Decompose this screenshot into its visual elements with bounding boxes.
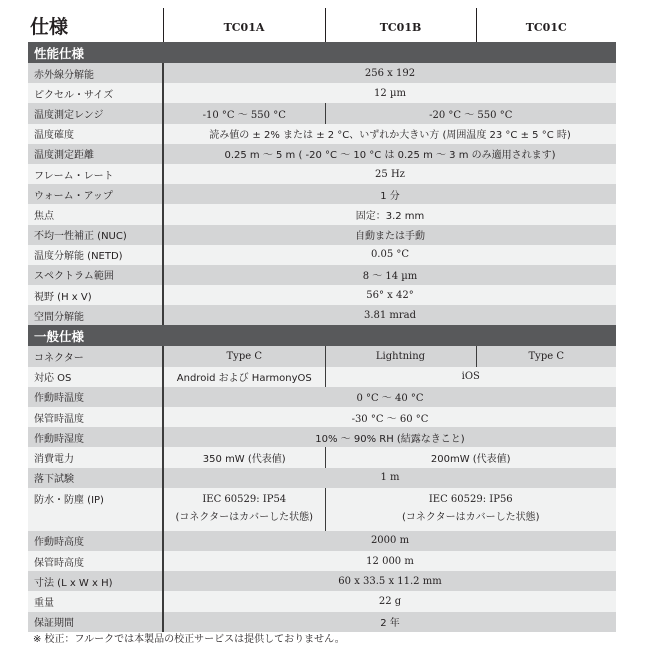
spec-label: 寸法 (L x W x H) xyxy=(28,571,163,591)
spec-row xyxy=(28,103,616,123)
spec-row xyxy=(28,285,616,305)
spec-row xyxy=(28,184,616,204)
spec-value: 2 年 xyxy=(163,612,616,632)
spec-value: 2000 m xyxy=(163,531,616,551)
spec-row xyxy=(28,204,616,224)
spec-row xyxy=(28,612,616,632)
spec-label: 防水・防塵 (IP) xyxy=(28,488,163,531)
spec-row xyxy=(28,407,616,427)
spec-value: 3.81 mrad xyxy=(163,305,616,325)
spec-label: 作動時高度 xyxy=(28,531,163,551)
spec-value: Android および HarmonyOS xyxy=(163,367,325,387)
model-header-tc01b: TC01B xyxy=(325,8,476,42)
section-header xyxy=(28,42,616,63)
spec-label: フレーム・レート xyxy=(28,164,163,184)
spec-value: 60 x 33.5 x 11.2 mm xyxy=(163,571,616,591)
spec-body xyxy=(28,42,616,632)
spec-row xyxy=(28,468,616,488)
spec-row xyxy=(28,245,616,265)
spec-value: 12 µm xyxy=(163,83,616,103)
model-header-tc01c: TC01C xyxy=(476,8,616,42)
spec-row xyxy=(28,551,616,571)
spec-value: 0.25 m ～ 5 m ( -20 °C ～ 10 °C は 0.25 m ～ 3 m のみ適用されます) xyxy=(163,144,616,164)
spec-value: 22 g xyxy=(163,591,616,611)
spec-row xyxy=(28,164,616,184)
spec-row xyxy=(28,367,616,387)
spec-value: 200mW (代表値) xyxy=(325,447,616,467)
page-title: 仕様 xyxy=(28,8,163,42)
spec-label: スペクトラム範囲 xyxy=(28,265,163,285)
spec-label: 保管時高度 xyxy=(28,551,163,571)
spec-label: 赤外線分解能 xyxy=(28,63,163,83)
section-title: 性能仕様 xyxy=(28,42,616,63)
spec-sheet xyxy=(28,8,616,632)
spec-label: 保管時温度 xyxy=(28,407,163,427)
spec-row xyxy=(28,124,616,144)
spec-value: 0.05 °C xyxy=(163,245,616,265)
spec-value: 固定：3.2 mm xyxy=(163,204,616,224)
spec-value: 8 ～ 14 µm xyxy=(163,265,616,285)
spec-value: -20 °C ～ 550 °C xyxy=(325,103,616,123)
spec-value: 1 m xyxy=(163,468,616,488)
spec-label: 温度測定距離 xyxy=(28,144,163,164)
spec-label: 温度分解能 (NETD) xyxy=(28,245,163,265)
spec-value: Lightning xyxy=(325,346,476,366)
section-header xyxy=(28,325,616,346)
spec-row xyxy=(28,571,616,591)
spec-value xyxy=(163,488,325,531)
spec-label: 温度測定レンジ xyxy=(28,103,163,123)
spec-label: 対応 OS xyxy=(28,367,163,387)
spec-row xyxy=(28,488,616,531)
section-title: 一般仕様 xyxy=(28,325,616,346)
spec-label: 作動時温度 xyxy=(28,387,163,407)
spec-row xyxy=(28,346,616,366)
spec-row xyxy=(28,591,616,611)
spec-value: 0 °C ～ 40 °C xyxy=(163,387,616,407)
spec-label: 焦点 xyxy=(28,204,163,224)
spec-label: 視野 (H x V) xyxy=(28,285,163,305)
spec-label: 消費電力 xyxy=(28,447,163,467)
spec-row xyxy=(28,531,616,551)
spec-value: 256 x 192 xyxy=(163,63,616,83)
spec-label: ピクセル・サイズ xyxy=(28,83,163,103)
spec-label: 空間分解能 xyxy=(28,305,163,325)
spec-value-line: IEC 60529: IP56 xyxy=(428,494,513,506)
spec-label: 温度確度 xyxy=(28,124,163,144)
spec-value: 350 mW (代表値) xyxy=(163,447,325,467)
spec-label: 不均一性補正 (NUC) xyxy=(28,225,163,245)
spec-value: 自動または手動 xyxy=(163,225,616,245)
spec-value xyxy=(325,488,616,531)
spec-value: 10% ～ 90% RH (結露なきこと) xyxy=(163,427,616,447)
spec-value-line: IEC 60529: IP54 xyxy=(202,494,287,506)
spec-value: 12 000 m xyxy=(163,551,616,571)
spec-row xyxy=(28,427,616,447)
spec-label: 作動時湿度 xyxy=(28,427,163,447)
spec-value: 1 分 xyxy=(163,184,616,204)
spec-row xyxy=(28,447,616,467)
spec-row xyxy=(28,265,616,285)
spec-value-note: (コネクターはカバーした状態) xyxy=(175,512,314,524)
spec-value: Type C xyxy=(476,346,616,366)
model-header-row xyxy=(28,8,616,42)
spec-row xyxy=(28,63,616,83)
spec-row xyxy=(28,225,616,245)
spec-value: 25 Hz xyxy=(163,164,616,184)
spec-label: コネクター xyxy=(28,346,163,366)
spec-row xyxy=(28,305,616,325)
spec-value: iOS xyxy=(325,367,616,387)
spec-row xyxy=(28,83,616,103)
spec-label: 重量 xyxy=(28,591,163,611)
spec-value: Type C xyxy=(163,346,325,366)
spec-row xyxy=(28,144,616,164)
spec-label: 落下試験 xyxy=(28,468,163,488)
spec-table xyxy=(28,8,616,632)
spec-value: -30 °C ～ 60 °C xyxy=(163,407,616,427)
model-header-tc01a: TC01A xyxy=(163,8,325,42)
spec-label: 保証期間 xyxy=(28,612,163,632)
spec-value: -10 °C ～ 550 °C xyxy=(163,103,325,123)
spec-value: 56° x 42° xyxy=(163,285,616,305)
footnote: ※ 校正：フルークでは本製品の校正サービスは提供しておりません。 xyxy=(33,634,345,645)
spec-label: ウォーム・アップ xyxy=(28,184,163,204)
spec-value: 読み値の ± 2% または ± 2 °C、いずれか大きい方 (周囲温度 23 °C ± 5 °C 時) xyxy=(163,124,616,144)
spec-row xyxy=(28,387,616,407)
spec-value-note: (コネクターはカバーした状態) xyxy=(401,512,540,524)
